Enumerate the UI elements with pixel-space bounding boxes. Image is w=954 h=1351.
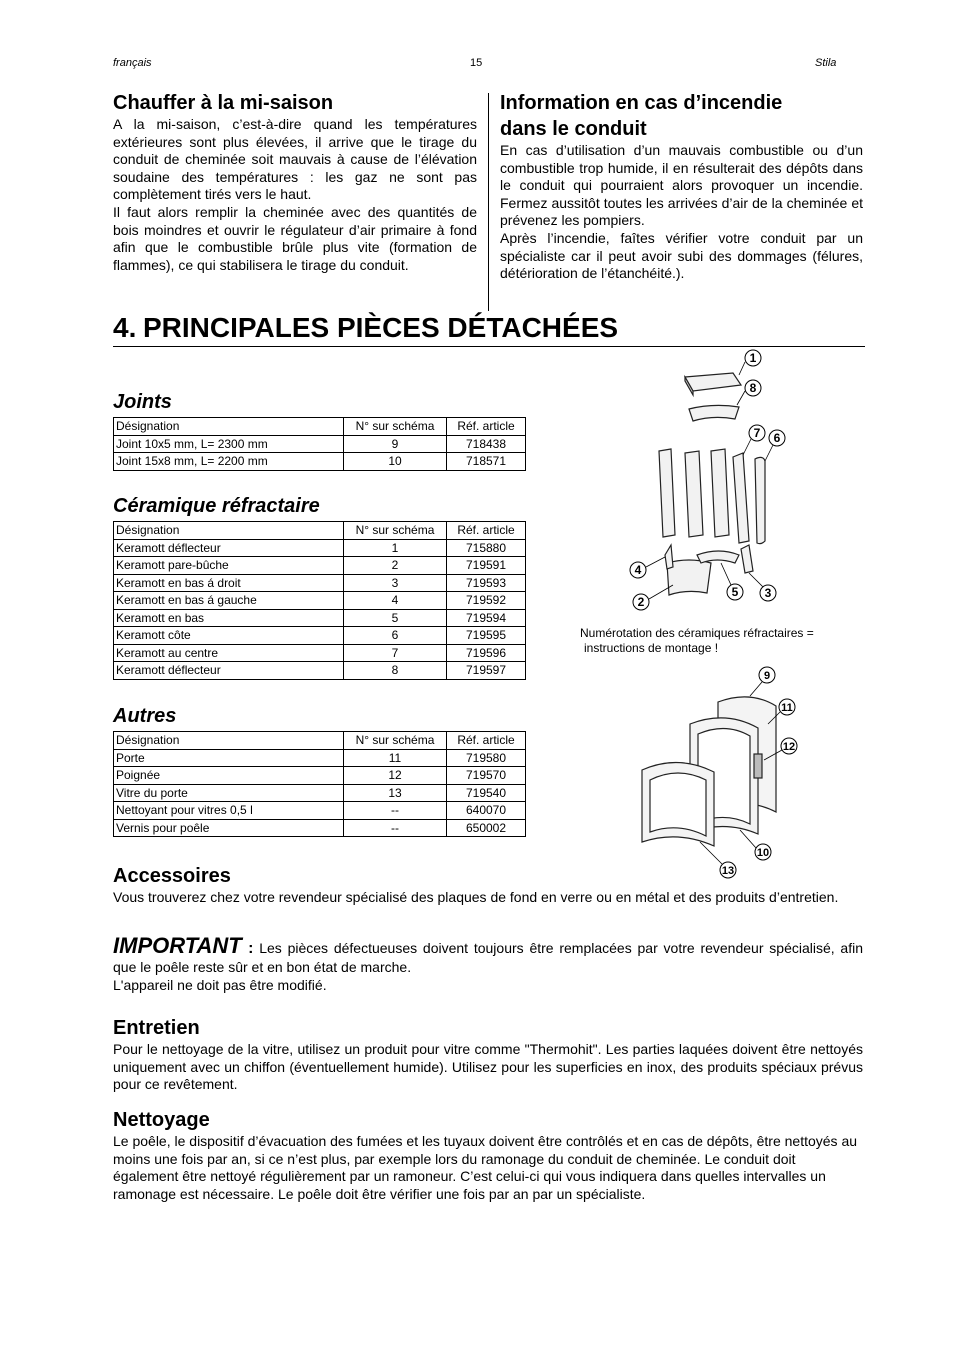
part-number: 1	[344, 539, 447, 557]
ceramic-side-panel-left	[659, 449, 675, 537]
fire-info-title-line-2: dans le conduit	[500, 118, 647, 140]
table-header-row	[114, 732, 526, 750]
callout-6-label: 6	[773, 431, 781, 445]
leader-line	[646, 557, 665, 567]
part-name: Joint 10x5 mm, L= 2300 mm	[114, 435, 344, 453]
part-reference: 640070	[447, 802, 526, 820]
header-number: N° sur schéma	[344, 418, 447, 436]
ceramic-part-5-shape	[697, 551, 739, 563]
part-reference: 719540	[447, 784, 526, 802]
part-reference: 719592	[447, 592, 526, 610]
section-number: 4.	[113, 312, 137, 343]
callout-4-label: 4	[634, 563, 642, 577]
callout-9-label: 9	[763, 670, 771, 682]
cleaning-title: Nettoyage	[113, 1109, 210, 1131]
ceramic-part-3-shape	[741, 545, 753, 573]
callout-12-label: 12	[782, 741, 796, 753]
table-row	[114, 802, 526, 820]
table-row	[114, 539, 526, 557]
header-language: français	[113, 57, 152, 69]
part-reference: 719580	[447, 749, 526, 767]
ceramic-table	[113, 521, 526, 680]
part-number: 7	[344, 644, 447, 662]
leader-line	[721, 563, 731, 585]
part-name: Joint 15x8 mm, L= 2200 mm	[114, 453, 344, 471]
important-colon: :	[241, 940, 254, 957]
part-name: Keramott en bas á droit	[114, 574, 344, 592]
part-number: 8	[344, 662, 447, 680]
part-number: 12	[344, 767, 447, 785]
page-number: 15	[470, 57, 483, 69]
table-header-row	[114, 418, 526, 436]
header-designation: Désignation	[114, 522, 344, 540]
mid-season-title: Chauffer à la mi-saison	[113, 92, 334, 114]
part-reference: 719594	[447, 609, 526, 627]
table-row	[114, 435, 526, 453]
part-name: Keramott en bas á gauche	[114, 592, 344, 610]
part-name: Keramott déflecteur	[114, 539, 344, 557]
mid-season-paragraph-2: Il faut alors remplir la cheminée avec des quantités de bois moindres et ouvrir le régulateur d’air primaire à fond afin que le combustible brûle plus vite (formation de flammes), ce qui stabilisera le tirage du conduit.	[113, 203, 477, 273]
table-header-row	[114, 522, 526, 540]
part-reference: 719597	[447, 662, 526, 680]
fire-info-paragraph-1: En cas d’utilisation d’un mauvais combustible ou d’un combustible trop humide, il en résulterait des dépôts dans le conduit qui pourraient alors provoquer un incendie. Fermez aussitôt toutes les arrivées d’air de la cheminée et prévenez les pompiers.	[500, 142, 863, 229]
part-name: Keramott au centre	[114, 644, 344, 662]
fire-info-section	[500, 90, 863, 283]
ceramic-part-6-shape	[755, 457, 765, 543]
figure-caption-line-1: Numérotation des céramiques réfractaires =	[580, 626, 814, 640]
others-title: Autres	[113, 705, 177, 727]
table-row	[114, 574, 526, 592]
maintenance-title: Entretien	[113, 1017, 200, 1039]
leader-line	[749, 573, 763, 587]
important-label: IMPORTANT	[113, 933, 242, 958]
part-name: Vernis pour poêle	[114, 819, 344, 837]
important-text: Les pièces défectueuses doivent toujours être remplacées par votre revendeur spécialisé, afin que le poêle reste sûr et en bon état de marche.	[113, 940, 864, 975]
part-reference: 718438	[447, 435, 526, 453]
table-row	[114, 557, 526, 575]
cleaning-text: Le poêle, le dispositif d’évacuation des fumées et les tuyaux doivent être contrôlés et en cas de dépôts, être nettoyés au moins une fois par an, si ce n’est plus, par exemple lors du ramonage du conduit de cheminée. Le conduit doit également être nettoyé régulièrement par un ramoneur. C’est celui-ci qui vous indiquera dans quelles intervalles un ramonage est nécessaire. Le poêle doit être vérifier une fois par an par un spécialiste.	[113, 1133, 858, 1202]
leader-line	[765, 445, 773, 461]
door-handle-shape	[754, 754, 762, 778]
table-row	[114, 784, 526, 802]
callout-8-label: 8	[749, 381, 757, 395]
part-name: Keramott pare-bûche	[114, 557, 344, 575]
maintenance-text: Pour le nettoyage de la vitre, utilisez un produit pour vitre comme "Thermohit". Les parties laquées doivent être nettoyés uniquement avec un chiffon (éventuellement humide). Utilisez pour les superficies en inox, des produits spéciaux prévus pour ce revêtement.	[113, 1041, 863, 1093]
ceramic-part-4-shape	[665, 545, 673, 569]
callout-10-label: 10	[756, 847, 770, 859]
callout-1-label: 1	[749, 351, 757, 365]
part-number: 3	[344, 574, 447, 592]
callout-5-label: 5	[731, 585, 739, 599]
fire-info-title-line-1: Information en cas d’incendie	[500, 92, 783, 114]
part-number: 5	[344, 609, 447, 627]
others-table	[113, 731, 526, 837]
leader-line	[737, 391, 745, 405]
table-row	[114, 453, 526, 471]
mid-season-section	[113, 90, 477, 274]
ceramic-center-panel-a	[685, 451, 703, 537]
fire-info-paragraph-2: Après l’incendie, faîtes vérifier votre conduit par un spécialiste car il peut avoir subi des dommages (félures, détérioration de l’étanchéité.).	[500, 229, 863, 282]
part-number: --	[344, 819, 447, 837]
accessories-section	[113, 863, 863, 907]
accessories-text: Vous trouverez chez votre revendeur spécialisé des plaques de fond en verre ou en métal et des produits d’entretien.	[113, 889, 839, 905]
table-row	[114, 609, 526, 627]
mid-season-paragraph-1: A la mi-saison, c’est-à-dire quand les températures extérieures sont plus élevées, il arrive que le tirage du conduit de cheminée soit mauvais à cause de l’élévation soudaine des températures : les gaz ne sont pas complètement tirés vers le haut.	[113, 116, 477, 203]
door-exploded-diagram	[630, 662, 810, 882]
joints-table	[113, 417, 526, 471]
important-text-2: L'appareil ne doit pas être modifié.	[113, 977, 327, 993]
door-glass-front-inner	[650, 773, 706, 836]
leader-line	[750, 682, 762, 696]
accessories-title: Accessoires	[113, 865, 231, 887]
ceramic-part-2-shape	[667, 560, 711, 595]
header-brand: Stila	[815, 57, 837, 69]
figure-caption-line-2: instructions de montage !	[584, 641, 719, 655]
callout-2-label: 2	[637, 595, 645, 609]
part-name: Keramott côte	[114, 627, 344, 645]
table-row	[114, 627, 526, 645]
header-reference: Réf. article	[447, 522, 526, 540]
header-number: N° sur schéma	[344, 732, 447, 750]
header-designation: Désignation	[114, 732, 344, 750]
part-name: Keramott déflecteur	[114, 662, 344, 680]
part-reference: 718571	[447, 453, 526, 471]
table-row	[114, 819, 526, 837]
part-name: Porte	[114, 749, 344, 767]
callout-3-label: 3	[764, 586, 772, 600]
part-reference: 715880	[447, 539, 526, 557]
table-row	[114, 662, 526, 680]
part-number: 9	[344, 435, 447, 453]
table-row	[114, 749, 526, 767]
table-row	[114, 767, 526, 785]
ceramic-part-1-shape	[685, 373, 741, 391]
ceramic-part-8-shape	[689, 405, 739, 421]
header-designation: Désignation	[114, 418, 344, 436]
part-number: 6	[344, 627, 447, 645]
ceramic-part-7-shape	[733, 453, 749, 543]
header-reference: Réf. article	[447, 418, 526, 436]
leader-line	[739, 362, 745, 375]
table-row	[114, 644, 526, 662]
part-reference: 719591	[447, 557, 526, 575]
part-number: --	[344, 802, 447, 820]
ceramic-exploded-diagram	[615, 345, 795, 615]
part-number: 4	[344, 592, 447, 610]
leader-line	[743, 439, 751, 455]
part-reference: 650002	[447, 819, 526, 837]
table-row	[114, 592, 526, 610]
section-title	[113, 312, 865, 347]
part-number: 2	[344, 557, 447, 575]
part-name: Vitre du porte	[114, 784, 344, 802]
callout-13-label: 13	[721, 865, 735, 877]
joints-title: Joints	[113, 391, 172, 413]
maintenance-section	[113, 1015, 863, 1094]
part-name: Keramott en bas	[114, 609, 344, 627]
important-section	[113, 933, 864, 995]
part-number: 11	[344, 749, 447, 767]
part-reference: 719595	[447, 627, 526, 645]
section-title-text: PRINCIPALES PIÈCES DÉTACHÉES	[143, 312, 619, 343]
part-reference: 719596	[447, 644, 526, 662]
callout-7-label: 7	[753, 426, 761, 440]
part-name: Nettoyant pour vitres 0,5 l	[114, 802, 344, 820]
header-reference: Réf. article	[447, 732, 526, 750]
ceramic-title: Céramique réfractaire	[113, 495, 320, 517]
part-number: 13	[344, 784, 447, 802]
ceramic-center-panel-b	[711, 449, 729, 537]
part-reference: 719593	[447, 574, 526, 592]
column-divider	[488, 93, 489, 311]
cleaning-section	[113, 1107, 863, 1203]
part-reference: 719570	[447, 767, 526, 785]
callout-11-label: 11	[781, 702, 793, 714]
header-number: N° sur schéma	[344, 522, 447, 540]
part-name: Poignée	[114, 767, 344, 785]
part-number: 10	[344, 453, 447, 471]
